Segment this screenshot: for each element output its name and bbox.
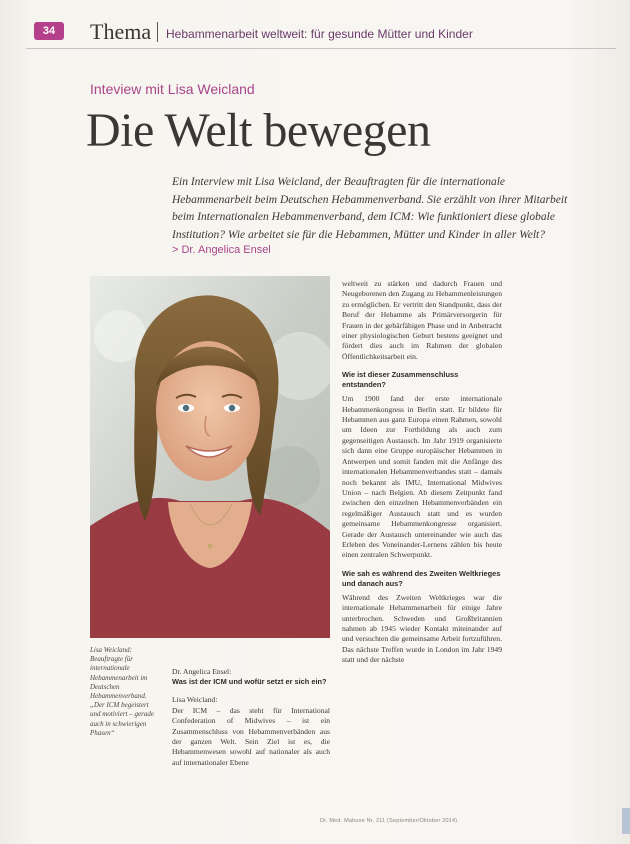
header-divider (157, 22, 158, 42)
interview-question: Was ist der ICM und wofür setzt er sich ein? (172, 677, 327, 687)
interviewer-name: Dr. Angelica Ensel: (172, 667, 232, 676)
portrait-photo (90, 276, 330, 638)
photo-caption: Lisa Weicland: Beauftragte für internationale Hebammenarbeit im Deutschen Hebammenverband. „Der ICM begeistert und motiviert – gerade auch in schwierigen Phasen“ (90, 646, 154, 737)
answer-paragraph: Um 1900 fand der erste internationale Hebammenkongress in Berlin statt. Er bildete für Hebammen aus ganz Europa einen Rahmen, sowohl um Ideen zur Fortbildung als auch zum gegenseitigen Austausch. Im Jahr 1919 organisierte sich dann eine Gruppe europäischer Hebammen in Antwerpen und somit fanden mit die Anfänge des internationalen Hebammenverbandes statt – damals noch bekannt als IMU, International Midwives Union – nach Belgien. Ab diesem Zeitpunkt fand zwischen den einzelnen Hebammenverbänden ein regelmäßiger Austausch statt und es wurden gemeinsame Hebammenkongresse organisiert. Gerade der Austausch untereinander wie auch das Erleben des Voneinander-Lernens zählen bis heute einen zentralen Schwerpunkt. (342, 394, 502, 560)
article-kicker: Inteview mit Lisa Weicland (90, 81, 255, 97)
section-subtitle: Hebammenarbeit weltweit: für gesunde Mütter und Kinder (166, 27, 473, 41)
article-lead: Ein Interview mit Lisa Weicland, der Beauftragten für die internationale Hebammenarbeit beim Deutschen Hebammenverband. Sie erzählt von ihrer Mitarbeit beim Internationalen Hebammenverband, dem ICM: Wie funktioniert diese globale Institution? Wie arbeitet sie für die Hebammen, Mütter und Kinder in aller Welt? (172, 176, 568, 241)
interview-answer: Der ICM – das steht für International Confederation of Midwives – ist ein Zusammenschluss von Hebammenverbänden aus der ganzen Welt. Sein Ziel ist es, die Hebammenwesen sowohl auf nationaler als auch auf internationaler Ebene (172, 705, 330, 767)
answer-paragraph: Während des Zweiten Weltkrieges war die internationale Hebammenarbeit für einige Jahre unterbrochen. Schweden und Großbritannien nahmen ab 1945 wieder Kontakt miteinander auf und versuchten die gemeinsame Arbeit fortzuführen. Das nächste Treffen wurde in London im Jahr 1949 statt und der nächste (342, 592, 502, 665)
interviewee-name: Lisa Weicland: (172, 695, 218, 705)
interview-question: Wie sah es während des Zweiten Weltkrieges und danach aus? (342, 568, 501, 588)
header-rule (26, 48, 616, 49)
page-number-badge: 34 (34, 22, 64, 40)
page-edge-tab (622, 808, 630, 834)
section-label: Thema (90, 19, 152, 44)
article-column-middle (172, 667, 330, 768)
page-footer: Dr. Med. Mabuse Nr. 211 (September/Oktober 2014) (320, 818, 458, 824)
article-column-right (342, 279, 502, 666)
article-headline: Die Welt bewegen (86, 104, 431, 157)
answer-paragraph: weltweit zu stärken und dadurch Frauen und Neugeborenen den Zugang zu Hebammenleistungen zu ermöglichen. Er vertritt den Standpunkt, dass der Beruf der Hebamme als Primärversorgerin für Frauen in der gebärfähigen Phase und in Anbetracht einer physiologischen Geburt bestens geeignet und fördert dies auch im Rahmen der globalen Öffentlichkeitsarbeit ein. (342, 279, 502, 361)
article-author: > Dr. Angelica Ensel (172, 244, 271, 256)
interview-question: Wie ist dieser Zusammenschluss entstanden? (342, 370, 459, 390)
